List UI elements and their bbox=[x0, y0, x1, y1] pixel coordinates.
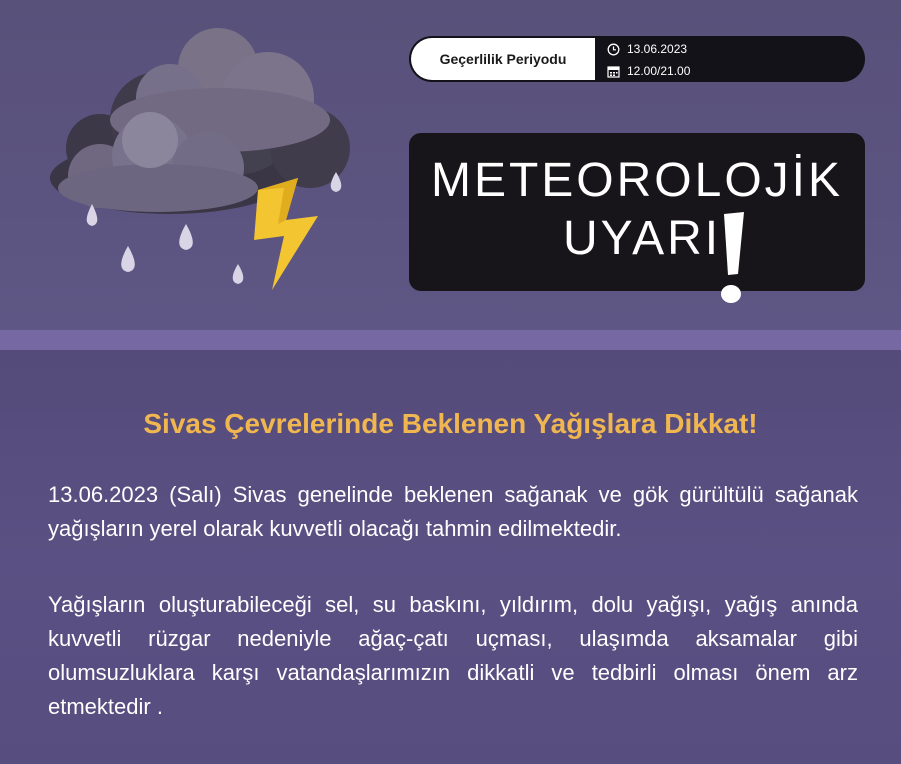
validity-period-label: Geçerlilik Periyodu bbox=[411, 38, 595, 80]
validity-time: 12.00/21.00 bbox=[627, 64, 691, 78]
validity-time-row bbox=[607, 63, 690, 79]
storm-cloud-illustration bbox=[40, 28, 370, 308]
validity-date: 13.06.2023 bbox=[627, 42, 688, 56]
paragraph-forecast: 13.06.2023 (Salı) Sivas genelinde beklenen sağanak ve gök gürültülü sağanak yağışların yerel olarak kuvvetli olacağı tahmin edilmektedir. bbox=[48, 482, 858, 541]
headline: Sivas Çevrelerinde Beklenen Yağışlara Dikkat! bbox=[143, 408, 758, 439]
exclamation-icon bbox=[710, 208, 758, 308]
validity-period-bar bbox=[409, 36, 865, 82]
meteorological-warning-box bbox=[409, 133, 865, 291]
lightning-icon bbox=[254, 178, 318, 290]
validity-date-row bbox=[607, 41, 690, 57]
clock-icon bbox=[607, 43, 620, 56]
paragraph-advice: Yağışların oluşturabileceği sel, su baskını, yıldırım, dolu yağışı, yağış anında kuvvetli rüzgar nedeniyle ağaç-çatı uçması, ulaşımda aksamalar gibi olumsuzluklara karşı vatandaşlarımızın dikkatli ve tedbirli olması önem arz etmektedir . bbox=[48, 592, 858, 719]
validity-period-values bbox=[607, 41, 690, 79]
divider-band bbox=[0, 330, 901, 350]
warning-title-line1: METEOROLOJİK bbox=[430, 154, 844, 207]
warning-title-line2: UYARI bbox=[563, 212, 722, 265]
calendar-icon bbox=[607, 65, 620, 78]
